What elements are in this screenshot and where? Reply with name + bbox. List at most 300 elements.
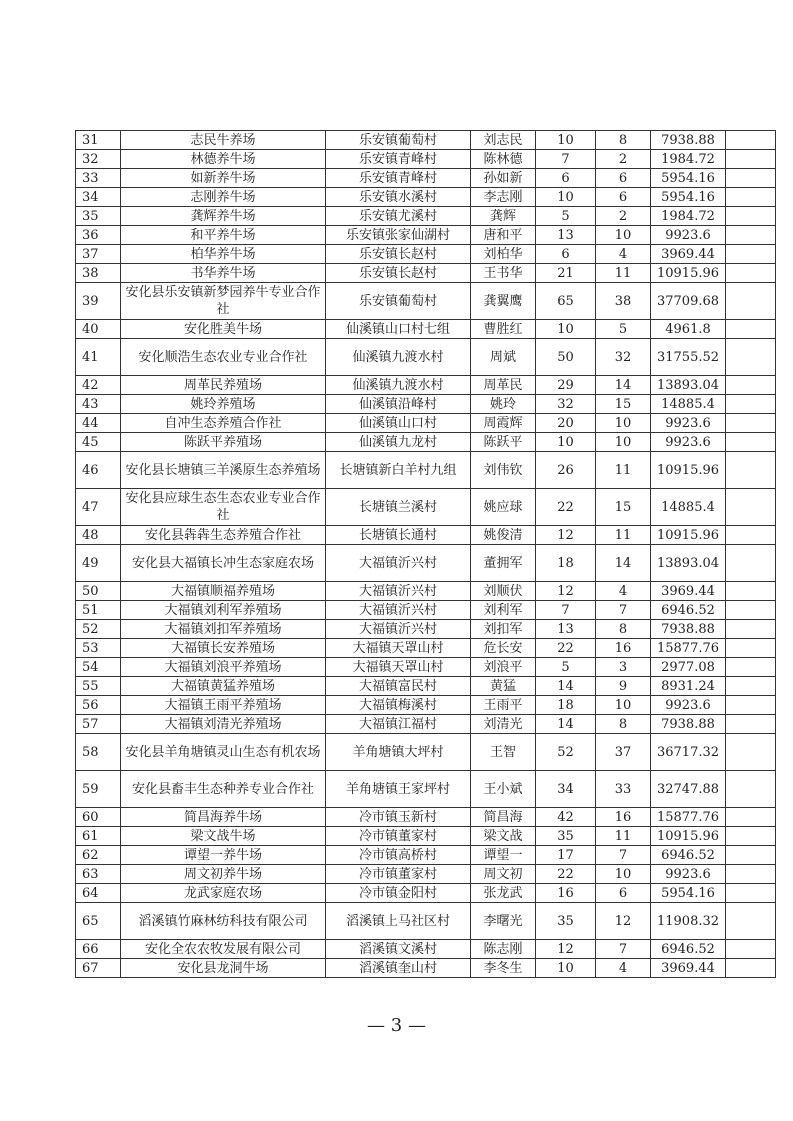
table-row xyxy=(76,169,776,188)
remarks-cell xyxy=(726,658,776,677)
count-qualified: 11 xyxy=(596,264,651,283)
contact-person: 董拥军 xyxy=(471,545,536,582)
remarks-cell xyxy=(726,620,776,639)
count-qualified: 4 xyxy=(596,582,651,601)
contact-person: 李冬生 xyxy=(471,959,536,978)
contact-person: 李志刚 xyxy=(471,188,536,207)
table-row xyxy=(76,545,776,582)
farm-name: 大福镇刘浪平养殖场 xyxy=(121,658,326,677)
count-total: 5 xyxy=(536,207,596,226)
count-total: 21 xyxy=(536,264,596,283)
count-total: 52 xyxy=(536,734,596,771)
location: 大福镇梅溪村 xyxy=(326,696,471,715)
remarks-cell xyxy=(726,884,776,903)
table-row xyxy=(76,846,776,865)
remarks-cell xyxy=(726,940,776,959)
contact-person: 陈林德 xyxy=(471,150,536,169)
row-number: 47 xyxy=(76,489,121,526)
count-qualified: 6 xyxy=(596,169,651,188)
remarks-cell xyxy=(726,903,776,940)
contact-person: 黄猛 xyxy=(471,677,536,696)
subsidy-amount: 9923.6 xyxy=(651,226,726,245)
location: 大福镇江福村 xyxy=(326,715,471,734)
subsidy-amount: 36717.32 xyxy=(651,734,726,771)
subsidy-amount: 5954.16 xyxy=(651,188,726,207)
location: 仙溪镇沿峰村 xyxy=(326,395,471,414)
remarks-cell xyxy=(726,582,776,601)
remarks-cell xyxy=(726,188,776,207)
remarks-cell xyxy=(726,771,776,808)
subsidy-amount: 9923.6 xyxy=(651,696,726,715)
table-row xyxy=(76,150,776,169)
remarks-cell xyxy=(726,677,776,696)
contact-person: 周革民 xyxy=(471,376,536,395)
count-qualified: 11 xyxy=(596,526,651,545)
contact-person: 孙如新 xyxy=(471,169,536,188)
count-qualified: 6 xyxy=(596,884,651,903)
contact-person: 曹胜红 xyxy=(471,320,536,339)
row-number: 57 xyxy=(76,715,121,734)
location: 大福镇沂兴村 xyxy=(326,601,471,620)
location: 乐安镇葡萄村 xyxy=(326,283,471,320)
subsidy-amount: 14885.4 xyxy=(651,395,726,414)
farm-name: 大福镇长安养殖场 xyxy=(121,639,326,658)
count-total: 5 xyxy=(536,658,596,677)
contact-person: 周斌 xyxy=(471,339,536,376)
subsidy-amount: 6946.52 xyxy=(651,846,726,865)
count-qualified: 8 xyxy=(596,620,651,639)
table-row xyxy=(76,959,776,978)
count-total: 10 xyxy=(536,433,596,452)
location: 大福镇沂兴村 xyxy=(326,582,471,601)
subsidy-amount: 14885.4 xyxy=(651,489,726,526)
farm-name: 安化胜美牛场 xyxy=(121,320,326,339)
location: 冷市镇董家村 xyxy=(326,827,471,846)
contact-person: 张龙武 xyxy=(471,884,536,903)
count-total: 22 xyxy=(536,489,596,526)
count-qualified: 33 xyxy=(596,771,651,808)
count-total: 6 xyxy=(536,245,596,264)
count-qualified: 10 xyxy=(596,696,651,715)
count-total: 10 xyxy=(536,320,596,339)
subsidy-amount: 10915.96 xyxy=(651,264,726,283)
contact-person: 王小斌 xyxy=(471,771,536,808)
count-total: 29 xyxy=(536,376,596,395)
remarks-cell xyxy=(726,245,776,264)
table-row xyxy=(76,715,776,734)
subsidy-amount: 7938.88 xyxy=(651,715,726,734)
farm-name: 安化县犇犇生态养殖合作社 xyxy=(121,526,326,545)
contact-person: 姚玲 xyxy=(471,395,536,414)
farm-name: 安化县应球生态生态农业专业合作社 xyxy=(121,489,326,526)
count-qualified: 7 xyxy=(596,940,651,959)
row-number: 55 xyxy=(76,677,121,696)
count-total: 16 xyxy=(536,884,596,903)
location: 大福镇富民村 xyxy=(326,677,471,696)
location: 大福镇天罩山村 xyxy=(326,658,471,677)
remarks-cell xyxy=(726,395,776,414)
table-row xyxy=(76,771,776,808)
count-total: 12 xyxy=(536,526,596,545)
contact-person: 陈跃平 xyxy=(471,433,536,452)
subsidy-amount: 15877.76 xyxy=(651,639,726,658)
contact-person: 梁文战 xyxy=(471,827,536,846)
remarks-cell xyxy=(726,414,776,433)
row-number: 41 xyxy=(76,339,121,376)
remarks-cell xyxy=(726,715,776,734)
row-number: 38 xyxy=(76,264,121,283)
subsidy-amount: 5954.16 xyxy=(651,169,726,188)
table-row xyxy=(76,677,776,696)
count-qualified: 37 xyxy=(596,734,651,771)
farm-name: 龚辉养牛场 xyxy=(121,207,326,226)
farm-name: 滔溪镇竹麻林纺科技有限公司 xyxy=(121,903,326,940)
count-qualified: 5 xyxy=(596,320,651,339)
count-total: 6 xyxy=(536,169,596,188)
table-row xyxy=(76,582,776,601)
location: 冷市镇高桥村 xyxy=(326,846,471,865)
count-qualified: 10 xyxy=(596,414,651,433)
subsidy-amount: 15877.76 xyxy=(651,808,726,827)
farm-name: 大福镇黄猛养殖场 xyxy=(121,677,326,696)
row-number: 52 xyxy=(76,620,121,639)
farm-name: 志民牛养场 xyxy=(121,131,326,150)
count-total: 20 xyxy=(536,414,596,433)
farm-name: 简昌海养牛场 xyxy=(121,808,326,827)
count-total: 35 xyxy=(536,903,596,940)
farm-name: 安化县畜丰生态种养专业合作社 xyxy=(121,771,326,808)
location: 长塘镇长通村 xyxy=(326,526,471,545)
remarks-cell xyxy=(726,376,776,395)
subsidy-amount: 3969.44 xyxy=(651,245,726,264)
contact-person: 周霞辉 xyxy=(471,414,536,433)
table-row xyxy=(76,414,776,433)
row-number: 45 xyxy=(76,433,121,452)
count-total: 10 xyxy=(536,188,596,207)
count-qualified: 16 xyxy=(596,808,651,827)
table-row xyxy=(76,620,776,639)
contact-person: 谭望一 xyxy=(471,846,536,865)
remarks-cell xyxy=(726,639,776,658)
row-number: 49 xyxy=(76,545,121,582)
row-number: 64 xyxy=(76,884,121,903)
table-row xyxy=(76,865,776,884)
location: 羊角塘镇王家坪村 xyxy=(326,771,471,808)
count-qualified: 10 xyxy=(596,226,651,245)
farm-name: 书华养牛场 xyxy=(121,264,326,283)
table-row xyxy=(76,395,776,414)
subsidy-amount: 32747.88 xyxy=(651,771,726,808)
count-qualified: 8 xyxy=(596,715,651,734)
remarks-cell xyxy=(726,865,776,884)
count-qualified: 4 xyxy=(596,959,651,978)
remarks-cell xyxy=(726,339,776,376)
farm-name: 安化县羊角塘镇灵山生态有机农场 xyxy=(121,734,326,771)
count-total: 22 xyxy=(536,865,596,884)
location: 乐安镇长赵村 xyxy=(326,245,471,264)
farm-name: 大福镇刘利军养殖场 xyxy=(121,601,326,620)
location: 滔溪镇上马社区村 xyxy=(326,903,471,940)
contact-person: 龚辉 xyxy=(471,207,536,226)
count-qualified: 14 xyxy=(596,545,651,582)
location: 乐安镇张家仙湖村 xyxy=(326,226,471,245)
remarks-cell xyxy=(726,827,776,846)
farm-name: 安化县龙洞牛场 xyxy=(121,959,326,978)
count-total: 7 xyxy=(536,150,596,169)
count-qualified: 11 xyxy=(596,452,651,489)
location: 乐安镇尤溪村 xyxy=(326,207,471,226)
count-qualified: 12 xyxy=(596,903,651,940)
location: 乐安镇青峰村 xyxy=(326,150,471,169)
farm-name: 林德养牛场 xyxy=(121,150,326,169)
table-row xyxy=(76,489,776,526)
location: 仙溪镇九龙村 xyxy=(326,433,471,452)
subsidy-amount: 2977.08 xyxy=(651,658,726,677)
contact-person: 姚应球 xyxy=(471,489,536,526)
table-row xyxy=(76,245,776,264)
count-qualified: 32 xyxy=(596,339,651,376)
subsidy-amount: 10915.96 xyxy=(651,452,726,489)
subsidy-amount: 8931.24 xyxy=(651,677,726,696)
location: 长塘镇兰溪村 xyxy=(326,489,471,526)
table-row xyxy=(76,188,776,207)
table-row xyxy=(76,639,776,658)
count-total: 22 xyxy=(536,639,596,658)
table-row xyxy=(76,526,776,545)
location: 羊角塘镇大坪村 xyxy=(326,734,471,771)
contact-person: 姚俊清 xyxy=(471,526,536,545)
remarks-cell xyxy=(726,489,776,526)
row-number: 67 xyxy=(76,959,121,978)
contact-person: 刘清光 xyxy=(471,715,536,734)
row-number: 59 xyxy=(76,771,121,808)
count-qualified: 38 xyxy=(596,283,651,320)
count-total: 14 xyxy=(536,677,596,696)
location: 冷市镇董家村 xyxy=(326,865,471,884)
farm-name: 安化县乐安镇新梦园养牛专业合作社 xyxy=(121,283,326,320)
count-total: 12 xyxy=(536,582,596,601)
remarks-cell xyxy=(726,526,776,545)
farm-name: 大福镇王雨平养殖场 xyxy=(121,696,326,715)
location: 仙溪镇山口村七组 xyxy=(326,320,471,339)
count-total: 17 xyxy=(536,846,596,865)
table-row xyxy=(76,433,776,452)
row-number: 65 xyxy=(76,903,121,940)
farm-name: 姚玲养殖场 xyxy=(121,395,326,414)
location: 大福镇天罩山村 xyxy=(326,639,471,658)
remarks-cell xyxy=(726,452,776,489)
location: 冷市镇金阳村 xyxy=(326,884,471,903)
remarks-cell xyxy=(726,169,776,188)
subsidy-amount: 9923.6 xyxy=(651,414,726,433)
table-row xyxy=(76,601,776,620)
count-total: 12 xyxy=(536,940,596,959)
count-qualified: 2 xyxy=(596,150,651,169)
location: 滔溪镇奎山村 xyxy=(326,959,471,978)
subsidy-amount: 31755.52 xyxy=(651,339,726,376)
contact-person: 刘顺伏 xyxy=(471,582,536,601)
row-number: 54 xyxy=(76,658,121,677)
row-number: 60 xyxy=(76,808,121,827)
row-number: 39 xyxy=(76,283,121,320)
location: 大福镇沂兴村 xyxy=(326,545,471,582)
count-total: 18 xyxy=(536,696,596,715)
table-row xyxy=(76,452,776,489)
count-total: 26 xyxy=(536,452,596,489)
subsidy-amount: 10915.96 xyxy=(651,827,726,846)
remarks-cell xyxy=(726,846,776,865)
location: 长塘镇新白羊村九组 xyxy=(326,452,471,489)
row-number: 44 xyxy=(76,414,121,433)
remarks-cell xyxy=(726,283,776,320)
subsidy-amount: 3969.44 xyxy=(651,959,726,978)
count-total: 35 xyxy=(536,827,596,846)
location: 冷市镇玉新村 xyxy=(326,808,471,827)
farm-name: 谭望一养牛场 xyxy=(121,846,326,865)
count-qualified: 7 xyxy=(596,601,651,620)
subsidy-amount: 6946.52 xyxy=(651,940,726,959)
subsidy-amount: 10915.96 xyxy=(651,526,726,545)
table-row xyxy=(76,283,776,320)
location: 乐安镇长赵村 xyxy=(326,264,471,283)
remarks-cell xyxy=(726,545,776,582)
farm-name: 安化顺浩生态农业专业合作社 xyxy=(121,339,326,376)
row-number: 62 xyxy=(76,846,121,865)
remarks-cell xyxy=(726,264,776,283)
location: 乐安镇葡萄村 xyxy=(326,131,471,150)
count-qualified: 6 xyxy=(596,188,651,207)
table-row xyxy=(76,207,776,226)
farm-name: 大福镇顺福养殖场 xyxy=(121,582,326,601)
count-qualified: 2 xyxy=(596,207,651,226)
table-row xyxy=(76,808,776,827)
subsidy-amount: 3969.44 xyxy=(651,582,726,601)
count-total: 32 xyxy=(536,395,596,414)
subsidy-amount: 9923.6 xyxy=(651,865,726,884)
farm-name: 和平养牛场 xyxy=(121,226,326,245)
count-qualified: 9 xyxy=(596,677,651,696)
remarks-cell xyxy=(726,320,776,339)
remarks-cell xyxy=(726,131,776,150)
count-total: 42 xyxy=(536,808,596,827)
subsidy-amount: 4961.8 xyxy=(651,320,726,339)
subsidy-amount: 37709.68 xyxy=(651,283,726,320)
location: 乐安镇水溪村 xyxy=(326,188,471,207)
count-total: 13 xyxy=(536,226,596,245)
table-row xyxy=(76,658,776,677)
farm-name: 周革民养殖场 xyxy=(121,376,326,395)
farm-name: 周文初养牛场 xyxy=(121,865,326,884)
farm-name: 志刚养牛场 xyxy=(121,188,326,207)
subsidy-amount: 11908.32 xyxy=(651,903,726,940)
subsidy-amount: 7938.88 xyxy=(651,620,726,639)
location: 滔溪镇文溪村 xyxy=(326,940,471,959)
count-total: 14 xyxy=(536,715,596,734)
page-number: — 3 — xyxy=(367,1015,426,1036)
contact-person: 刘浪平 xyxy=(471,658,536,677)
contact-person: 刘伟钦 xyxy=(471,452,536,489)
table-row xyxy=(76,827,776,846)
contact-person: 刘志民 xyxy=(471,131,536,150)
row-number: 31 xyxy=(76,131,121,150)
remarks-cell xyxy=(726,226,776,245)
farm-name: 安化县大福镇长冲生态家庭农场 xyxy=(121,545,326,582)
contact-person: 刘利军 xyxy=(471,601,536,620)
contact-person: 周文初 xyxy=(471,865,536,884)
row-number: 35 xyxy=(76,207,121,226)
contact-person: 王书华 xyxy=(471,264,536,283)
count-qualified: 4 xyxy=(596,245,651,264)
remarks-cell xyxy=(726,150,776,169)
row-number: 32 xyxy=(76,150,121,169)
subsidy-amount: 6946.52 xyxy=(651,601,726,620)
row-number: 53 xyxy=(76,639,121,658)
table-row xyxy=(76,226,776,245)
location: 仙溪镇山口村 xyxy=(326,414,471,433)
table-row xyxy=(76,131,776,150)
remarks-cell xyxy=(726,601,776,620)
farm-name: 大福镇刘扣军养殖场 xyxy=(121,620,326,639)
contact-person: 王智 xyxy=(471,734,536,771)
row-number: 51 xyxy=(76,601,121,620)
count-total: 34 xyxy=(536,771,596,808)
remarks-cell xyxy=(726,734,776,771)
table-row xyxy=(76,940,776,959)
remarks-cell xyxy=(726,808,776,827)
location: 仙溪镇九渡水村 xyxy=(326,339,471,376)
contact-person: 唐和平 xyxy=(471,226,536,245)
count-qualified: 11 xyxy=(596,827,651,846)
row-number: 66 xyxy=(76,940,121,959)
remarks-cell xyxy=(726,959,776,978)
subsidy-amount: 13893.04 xyxy=(651,545,726,582)
row-number: 34 xyxy=(76,188,121,207)
farm-name: 大福镇刘清光养殖场 xyxy=(121,715,326,734)
contact-person: 李曙光 xyxy=(471,903,536,940)
farm-name: 龙武家庭农场 xyxy=(121,884,326,903)
location: 乐安镇青峰村 xyxy=(326,169,471,188)
row-number: 37 xyxy=(76,245,121,264)
count-total: 18 xyxy=(536,545,596,582)
farm-name: 自冲生态养殖合作社 xyxy=(121,414,326,433)
count-qualified: 10 xyxy=(596,433,651,452)
row-number: 36 xyxy=(76,226,121,245)
subsidy-amount: 13893.04 xyxy=(651,376,726,395)
contact-person: 陈志刚 xyxy=(471,940,536,959)
table-row xyxy=(76,320,776,339)
farm-name: 陈跃平养殖场 xyxy=(121,433,326,452)
count-total: 10 xyxy=(536,131,596,150)
row-number: 48 xyxy=(76,526,121,545)
count-total: 13 xyxy=(536,620,596,639)
farm-name: 梁文战牛场 xyxy=(121,827,326,846)
subsidy-amount: 9923.6 xyxy=(651,433,726,452)
count-qualified: 14 xyxy=(596,376,651,395)
contact-person: 王雨平 xyxy=(471,696,536,715)
table-row xyxy=(76,903,776,940)
count-total: 10 xyxy=(536,959,596,978)
row-number: 43 xyxy=(76,395,121,414)
subsidy-amount: 5954.16 xyxy=(651,884,726,903)
count-qualified: 8 xyxy=(596,131,651,150)
count-qualified: 7 xyxy=(596,846,651,865)
table-row xyxy=(76,696,776,715)
contact-person: 简昌海 xyxy=(471,808,536,827)
count-qualified: 15 xyxy=(596,489,651,526)
count-total: 50 xyxy=(536,339,596,376)
row-number: 63 xyxy=(76,865,121,884)
contact-person: 刘扣军 xyxy=(471,620,536,639)
